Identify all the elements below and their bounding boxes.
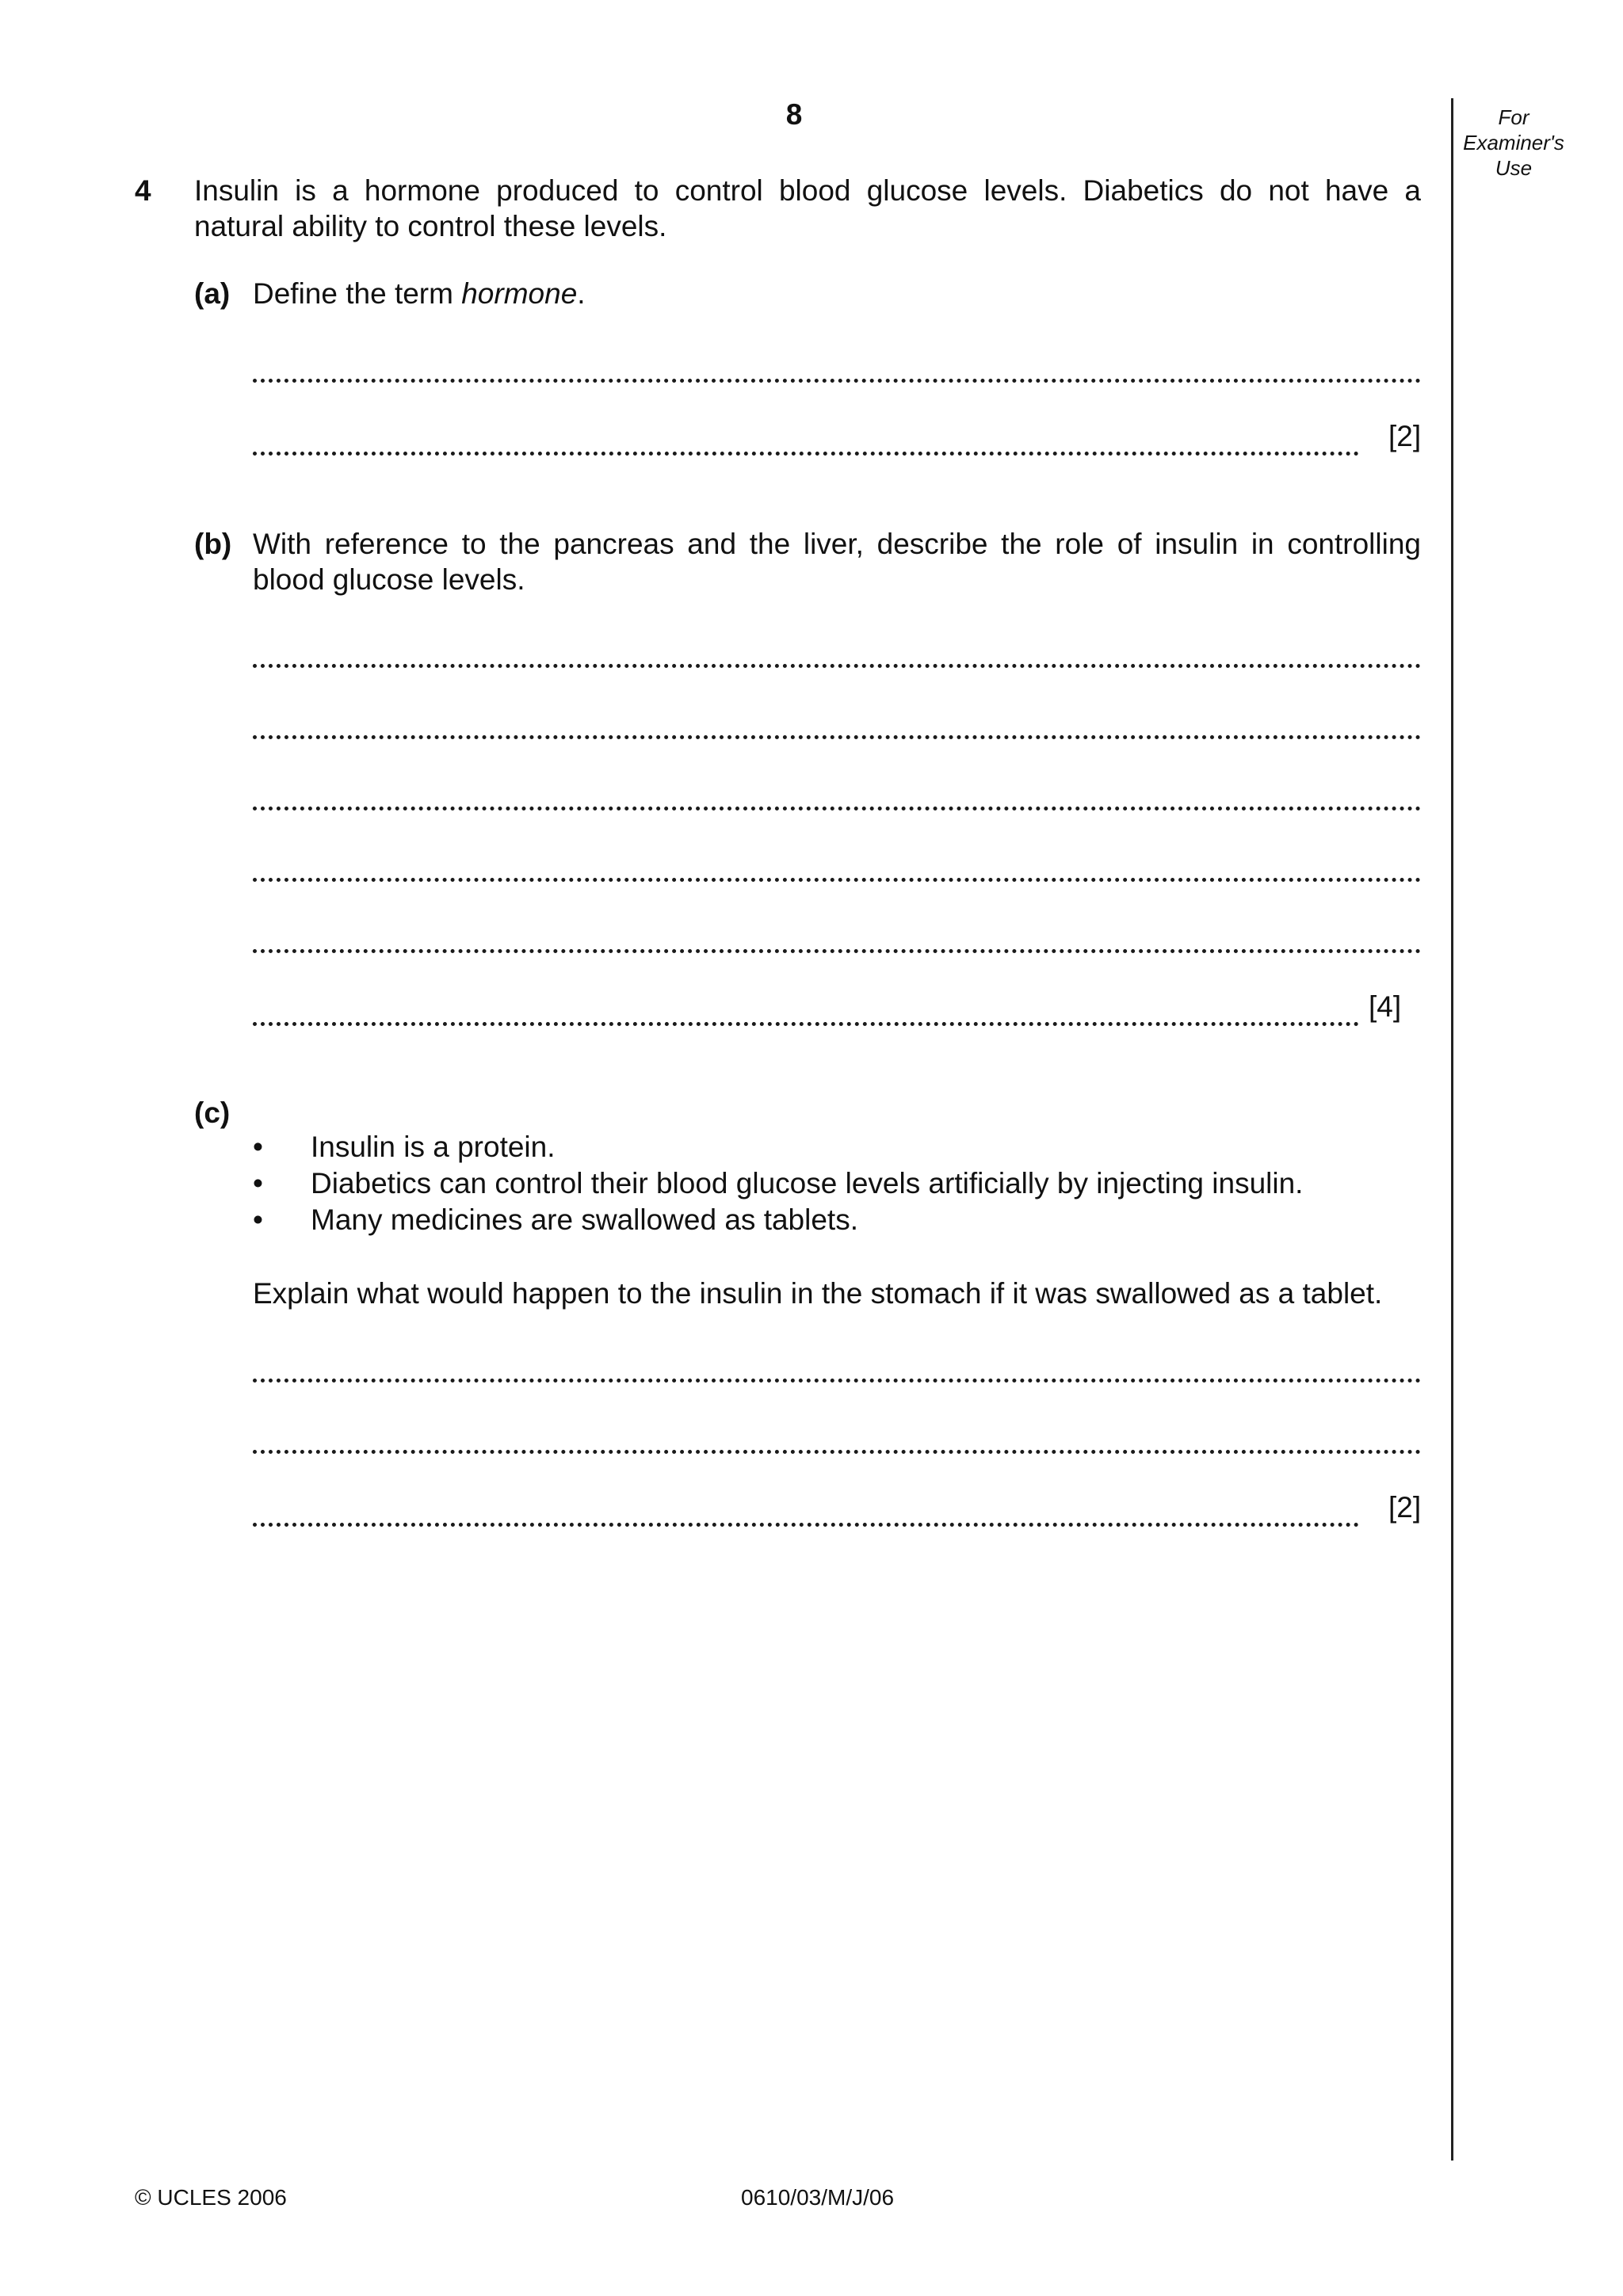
part-b-prompt [253,526,1421,597]
part-b-marks: [4] [1369,990,1402,1023]
part-a-prompt-term: hormone [461,277,578,310]
part-a-marks: [2] [1388,420,1422,452]
question-stem [194,173,1421,244]
part-b-prompt-line-2: blood glucose levels. [253,563,525,596]
answer-line-a-2[interactable] [253,452,1359,456]
answer-line-b-4[interactable] [253,878,1421,882]
examiner-margin-rule [1451,98,1453,2161]
bullet-text-3: Many medicines are swallowed as tablets. [311,1203,858,1236]
answer-line-b-1[interactable] [253,664,1421,668]
examiner-label-line-1: For [1498,105,1529,129]
bullet-text-1: Insulin is a protein. [311,1131,556,1163]
question-stem-line-1: Insulin is a hormone produced to control blood glucose levels. Diabetics do not have a [194,174,1421,207]
list-item [253,1129,1303,1165]
part-a-label: (a) [194,277,231,310]
bullet-icon: • [253,1203,263,1236]
question-number: 4 [135,174,151,207]
part-c-instruction: Explain what would happen to the insulin in the stomach if it was swallowed as a tablet. [253,1277,1383,1310]
answer-line-b-6[interactable] [253,1022,1359,1026]
page-number: 8 [785,98,803,131]
answer-line-a-1[interactable] [253,379,1421,383]
examiner-label-line-2: Examiner's [1463,131,1564,154]
answer-line-c-1[interactable] [253,1379,1421,1383]
part-c-label: (c) [194,1097,231,1129]
answer-line-b-3[interactable] [253,807,1421,810]
bullet-icon: • [253,1167,263,1199]
answer-line-c-3[interactable] [253,1523,1359,1527]
paper-code-footer: 0610/03/M/J/06 [741,2185,895,2210]
part-a-prompt-end: . [577,277,586,310]
examiner-label-line-3: Use [1495,156,1533,180]
answer-line-b-2[interactable] [253,735,1421,739]
part-a-prompt [253,276,586,311]
answer-line-b-5[interactable] [253,949,1421,953]
answer-line-c-2[interactable] [253,1450,1421,1454]
part-c-marks: [2] [1388,1491,1422,1524]
part-b-prompt-line-1: With reference to the pancreas and the liver, describe the role of insulin in controlling [253,528,1421,560]
list-item [253,1202,1303,1238]
examiner-use-label [1450,105,1577,181]
part-c-facts-list [253,1129,1303,1238]
list-item [253,1165,1303,1202]
copyright-footer: © UCLES 2006 [135,2185,287,2210]
part-b-label: (b) [194,528,232,560]
part-a-prompt-start: Define the term [253,277,462,310]
question-stem-line-2: natural ability to control these levels. [194,210,667,242]
bullet-icon: • [253,1131,263,1163]
bullet-text-2: Diabetics can control their blood glucose levels artificially by injecting insulin. [311,1167,1304,1199]
